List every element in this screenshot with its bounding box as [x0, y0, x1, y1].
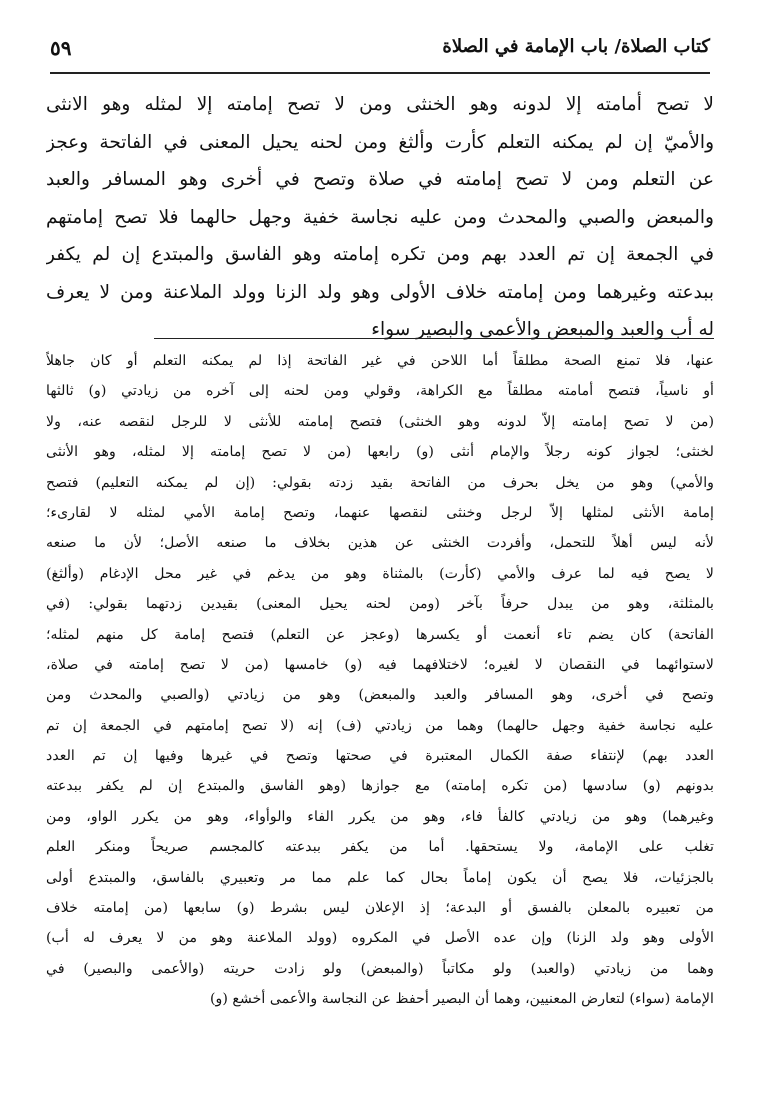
main-text-line: والأميّ إن لم يمكنه التعلم كأرت وألثغ ومن لحنه يحيل المعنى في الفاتحة وعجز [46, 131, 714, 153]
commentary-line: (من لا تصح إمامته إلاّ لدونه وهو الخنثى) فتصح إمامته للأنثى لا للرجل لنقصه عنه، ولا [46, 413, 714, 430]
main-text [46, 86, 714, 349]
commentary-line: إمامة الأنثى لمثلها إلاّ لرجل وخنثى لنقصها عنهما، وتصح إمامة الأمي لمثله لا لقارىء؛ [46, 504, 714, 521]
commentary-line: عليه نجاسة خفية وجهل حالهما) وهما من زيادتي (ف) إنه (لا تصح إمامتهم في الجمعة إن تم [46, 717, 714, 734]
commentary-line: من تعبيره بالمعلن بالفسق أو البدعة؛ إذ الإعلان ليس بشرط (و) سابعها (من إمامته خلاف [46, 900, 714, 917]
main-text-line: في الجمعة إن تم العدد بهم ومن تكره إمامته وهو الفاسق والمبتدع إن لم يكفر [46, 244, 714, 265]
commentary-line: لا يصح فيه لما عرف والأمي (كأرت) بالمثناة وهو من يدغم في غير محل الإدغام (وألثغ) [46, 565, 714, 582]
main-text-line: له أب والعبد والمبعض والأعمى والبصير سواء [371, 319, 714, 340]
main-text-line: لا تصح أمامته إلا لدونه وهو الخنثى ومن لا تصح إمامته إلا لمثله وهو الانثى [46, 94, 714, 115]
commentary-line: والأمي) وهو من يخل بحرف من الفاتحة بقيد زدته بقولي: (إن لم يمكنه التعليم) فتصح [46, 474, 714, 491]
commentary-line: لأنه ليس أهلاً للتحمل، وأفردت الخنثى عن هذين بخلاف ما صنعه الأصل؛ لأن ما صنعه [46, 535, 714, 552]
page-number: ٥٩ [50, 36, 72, 60]
commentary-text [46, 346, 714, 1015]
footnote-separator [154, 338, 714, 339]
commentary-line: تغلب على الإمامة، ولا يستحقها. أما من يكفر ببدعته كالمجسم صريحاً ومنكر العلم [46, 839, 714, 856]
commentary-line: عنها، فلا تمنع الصحة مطلقاً أما اللاحن في غير الفاتحة إذا لم يمكنه التعلم أو كان جاهلاً [46, 353, 714, 369]
running-title: كتاب الصلاة/ باب الإمامة في الصلاة [442, 36, 710, 57]
commentary-line: بالجزئيات، فلا يصح أن يكون إماماً بحال كما علم مما مر وتعبيري بالفاسق، والمبتدع أولى [46, 869, 714, 886]
commentary-line: وغيرهما) وهو من زيادتي كالفأ فاء، وهو من يكرر الفاء والوأواء، وهو من يكرر الواو، ومن [46, 808, 714, 825]
commentary-line: الأولى وهو ولد الزنا) وإن عده الأصل في المكروه (وولد الملاعنة وهو من لا يعرف له أب) [46, 930, 714, 947]
main-text-line: عن التعلم ومن لا تصح إمامته في صلاة وتصح في أخرى وهو المسافر والعبد [46, 169, 714, 190]
main-text-line: ببدعته وغيرهما ومن إمامته خلاف الأولى وهو ولد الزنا وولد الملاعنة ومن لا يعرف [46, 281, 714, 303]
commentary-line: العدد بهم) لإنتفاء صفة الكمال المعتبرة في صحتها وتصح في غيرها وفيها إن تم العدد [46, 748, 714, 765]
commentary-line: لاستوائهما في النقصان لا لغيره؛ لاختلافهما فيه (و) خامسها (من لا تصح إمامته في صلاة، [46, 656, 714, 673]
commentary-line: لخنثى؛ لجواز كونه رجلاً والإمام أنثى (و) رابعها (من لا تصح إمامته إلا لمثله، وهو الأنثى [46, 444, 714, 461]
commentary-line: بالمثلثة، وهو من يبدل حرفاً بآخر (ومن لحنه يحيل المعنى) بقيدين زدتهما بقولي: (في [46, 596, 714, 613]
header-rule [50, 72, 710, 74]
commentary-line: وهما من زيادتي (والعبد) ولو مكاتباً (والمبعض) ولو زادت حريته (والأعمى والبصير) في [46, 960, 714, 977]
commentary-line: أو ناسياً، فتصح أمامته مطلقاً مع الكراهة، وقولي ومن لحنه إلى آخره من زيادتي (و) ثالثها [46, 383, 714, 400]
commentary-line: وتصح في أخرى، وهو المسافر والعبد والمبعض) وهو من زيادتي (والصبي والمحدث ومن [46, 687, 714, 704]
page-header [50, 36, 710, 72]
main-text-line: والمبعض والصبي والمحدث ومن عليه نجاسة خفية وجهل حالهما فلا تصح إمامتهم [46, 206, 714, 228]
commentary-line: الفاتحة) كان يضم تاء أنعمت أو يكسرها (وعجز عن التعلم) فتصح إمامة كل منهم لمثله؛ [46, 626, 714, 643]
commentary-line: بدونهم (و) سادسها (من تكره إمامته) مع جوازها (وهو الفاسق والمبتدع إن لم يكفر ببدعته [46, 778, 714, 795]
commentary-line: الإمامة (سواء) لتعارض المعنيين، وهما أن البصير أحفظ عن النجاسة والأعمى أخشع (و) [209, 991, 714, 1008]
